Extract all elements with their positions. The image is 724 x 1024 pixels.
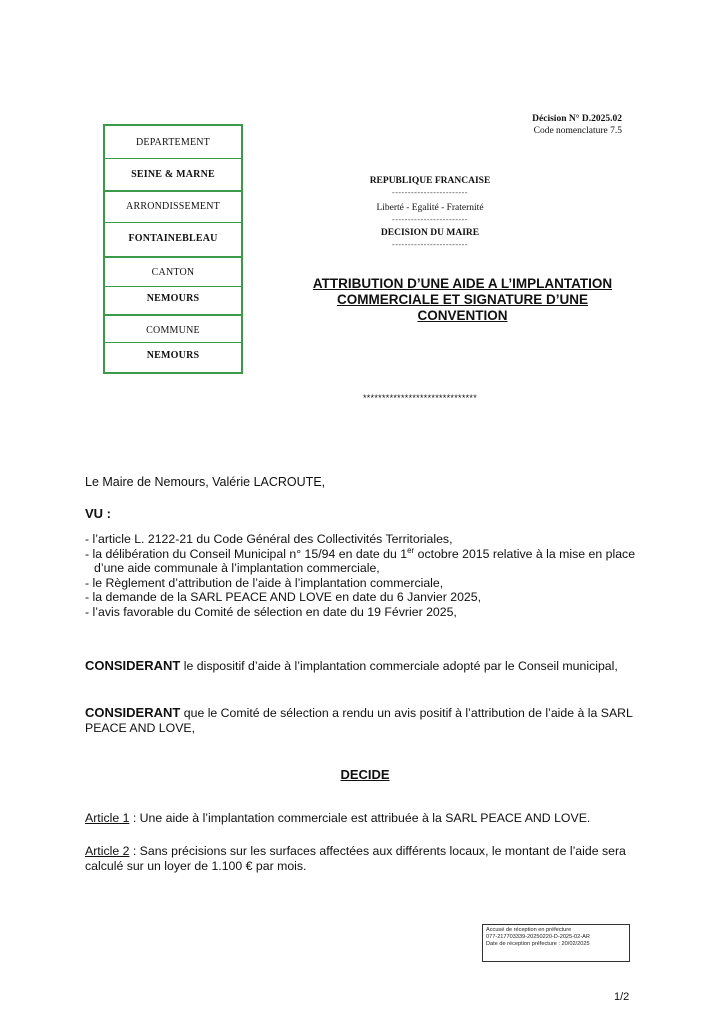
republic-motto: Liberté - Egalité - Fraternité	[376, 203, 484, 213]
admin-value-arrondissement: FONTAINEBLEAU	[128, 232, 218, 244]
administrative-box	[103, 124, 243, 374]
vu-item-text: - la délibération du Conseil Municipal n° 15/94 en date du 1	[85, 546, 408, 561]
article-label: Article 1	[85, 811, 130, 825]
stamp-line: Date de réception préfecture : 20/02/2025	[486, 940, 590, 947]
decision-title: DECISION DU MAIRE	[380, 228, 480, 238]
admin-value-departement: SEINE & MARNE	[131, 168, 215, 180]
star-separator: ******************************	[362, 393, 478, 403]
article-paragraph	[85, 811, 645, 826]
admin-label-commune: COMMUNE	[146, 324, 200, 336]
vu-item	[85, 547, 645, 576]
title-line-1: ATTRIBUTION D’UNE AIDE A L’IMPLANTATION	[312, 276, 613, 291]
vu-item-text-rest: octobre 2015 relative à la mise en place d’une aide communale à l’implantation commerciale,	[94, 546, 636, 576]
dash-separator: ------------------------	[392, 188, 468, 197]
considerant-paragraph	[85, 705, 645, 736]
article-text: : Une aide à l’implantation commerciale est attribuée à la SARL PEACE AND LOVE.	[129, 811, 591, 825]
considerant-keyword: CONSIDERANT	[85, 705, 181, 720]
document-title	[280, 276, 645, 324]
admin-divider	[105, 158, 241, 159]
nomenclature-code: Code nomenclature 7.5	[533, 126, 622, 136]
vu-item: - l’avis favorable du Comité de sélection en date du 19 Février 2025,	[85, 604, 457, 619]
article-paragraph	[85, 844, 645, 874]
dash-separator: ------------------------	[392, 240, 468, 249]
admin-label-canton: CANTON	[151, 266, 195, 278]
decision-reference	[470, 113, 622, 137]
considerant-text: le dispositif d’aide à l’implantation commerciale adopté par le Conseil municipal,	[180, 659, 618, 673]
admin-divider	[105, 222, 241, 223]
vu-item: - la demande de la SARL PEACE AND LOVE en date du 6 Janvier 2025,	[85, 590, 482, 605]
page-number: 1/2	[614, 991, 630, 1003]
stamp-line: Accusé de réception en préfecture	[486, 927, 572, 933]
considerant-paragraph	[85, 658, 645, 674]
republic-title: REPUBLIQUE FRANCAISE	[369, 176, 491, 186]
admin-label-arrondissement: ARRONDISSEMENT	[126, 200, 220, 212]
republic-header	[330, 175, 530, 249]
mayor-intro: Le Maire de Nemours, Valérie LACROUTE,	[85, 475, 326, 489]
dash-separator: ------------------------	[392, 215, 468, 224]
vu-heading: VU :	[85, 506, 111, 521]
considerant-keyword: CONSIDERANT	[85, 658, 181, 673]
decide-heading: DECIDE	[340, 767, 390, 782]
admin-value-canton: NEMOURS	[146, 292, 200, 304]
considerant-text: que le Comité de sélection a rendu un avis positif à l’attribution de l’aide à la SARL PEACE AND LOVE,	[85, 706, 633, 735]
vu-item: - l’article L. 2122-21 du Code Général des Collectivités Territoriales,	[85, 532, 453, 546]
vu-list	[85, 532, 645, 620]
admin-value-commune: NEMOURS	[146, 349, 200, 361]
title-line-3: CONVENTION	[417, 308, 508, 323]
prefecture-receipt-stamp	[482, 924, 630, 962]
vu-item: - le Règlement d’attribution de l’aide à l’implantation commerciale,	[85, 575, 444, 590]
vu-item-superscript: er	[407, 545, 415, 555]
stamp-line: 077-217703339-20250220-D-2025-02-AR	[486, 933, 590, 940]
decision-number: Décision N° D.2025.02	[532, 114, 622, 124]
article-label: Article 2	[85, 844, 130, 858]
admin-label-departement: DEPARTEMENT	[135, 136, 210, 148]
title-line-2: COMMERCIALE ET SIGNATURE D’UNE	[336, 292, 588, 307]
article-text: : Sans précisions sur les surfaces affectées aux différents locaux, le montant de l’aide sera calculé sur un loyer de 1.100 € par mois.	[85, 844, 626, 873]
